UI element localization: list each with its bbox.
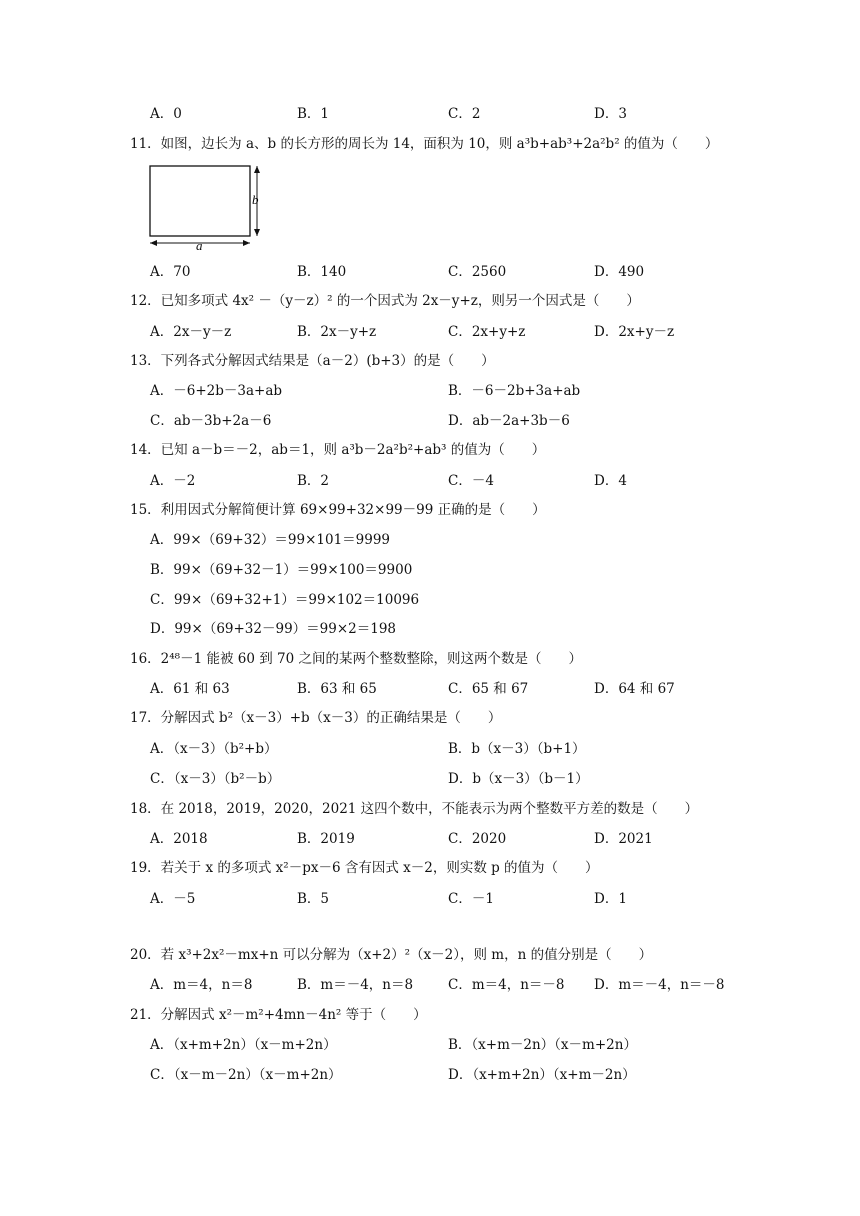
q14-option-d: D．4: [594, 473, 627, 489]
q17-option-c: C．（x－3）（b²－b）: [150, 771, 281, 787]
q16-option-c: C．65 和 67: [448, 681, 529, 697]
q19-option-a: A．－5: [150, 891, 196, 907]
q17-option-b: B．b（x－3）（b+1）: [448, 741, 586, 757]
q10-option-b: B．1: [297, 106, 330, 122]
side-b-label: b: [252, 192, 259, 207]
q15-stem: 15．利用因式分解简便计算 69×99+32×99－99 正确的是（ ）: [130, 502, 546, 518]
q21-option-b: B．（x+m－2n）（x－m+2n）: [448, 1037, 637, 1053]
q20-option-a: A．m＝4，n＝8: [150, 977, 253, 993]
q18-option-d: D．2021: [594, 831, 653, 847]
q11-option-d: D．490: [594, 264, 645, 280]
q11-option-c: C．2560: [448, 264, 507, 280]
q11-stem: 11．如图，边长为 a、b 的长方形的周长为 14，面积为 10，则 a³b+ab³+2a²b² 的值为（ ）: [130, 136, 719, 152]
q11-option-b: B．140: [297, 264, 347, 280]
q15-option-c: C．99×（69+32+1）＝99×102＝10096: [150, 592, 420, 608]
q13-option-c: C．ab－3b+2a－6: [150, 413, 272, 429]
q19-option-d: D．1: [594, 891, 627, 907]
q15-option-b: B．99×（69+32－1）＝99×100＝9900: [150, 562, 413, 578]
q12-option-b: B．2x－y+z: [297, 324, 377, 340]
q16-option-d: D．64 和 67: [594, 681, 675, 697]
q16-stem: 16．2⁴⁸－1 能被 60 到 70 之间的某两个整数整除，则这两个数是（ ）: [130, 651, 582, 667]
q18-option-a: A．2018: [150, 831, 208, 847]
q20-stem: 20．若 x³+2x²－mx+n 可以分解为（x+2）²（x－2），则 m，n 的值分别是（ ）: [130, 947, 653, 963]
q19-option-b: B．5: [297, 891, 330, 907]
rectangle-figure: [140, 158, 265, 253]
q16-option-b: B．63 和 65: [297, 681, 377, 697]
q20-option-d: D．m＝－4，n＝－8: [594, 977, 725, 993]
q13-stem: 13．下列各式分解因式结果是（a－2）(b+3）的是（ ）: [130, 353, 495, 369]
q16-option-a: A．61 和 63: [150, 681, 230, 697]
q14-option-a: A．－2: [150, 473, 196, 489]
q17-stem: 17．分解因式 b²（x－3）+b（x－3）的正确结果是（ ）: [130, 710, 502, 726]
q10-option-d: D．3: [594, 106, 627, 122]
q12-option-c: C．2x+y+z: [448, 324, 526, 340]
q13-option-a: A．－6+2b－3a+ab: [150, 383, 283, 399]
q21-stem: 21．分解因式 x²－m²+4mn－4n² 等于（ ）: [130, 1007, 427, 1023]
q14-option-c: C．－4: [448, 473, 494, 489]
q21-option-a: A．（x+m+2n）（x－m+2n）: [150, 1037, 337, 1053]
q17-option-d: D．b（x－3）（b－1）: [448, 771, 589, 787]
q17-option-a: A．（x－3）（b²+b）: [150, 741, 278, 757]
q14-stem: 14．已知 a－b＝－2，ab＝1，则 a³b－2a²b²+ab³ 的值为（ ）: [130, 442, 546, 458]
q18-option-b: B．2019: [297, 831, 355, 847]
q10-option-a: A．0: [150, 106, 182, 122]
q11-option-a: A．70: [150, 264, 191, 280]
q10-option-c: C．2: [448, 106, 481, 122]
q19-option-c: C．－1: [448, 891, 494, 907]
q13-option-d: D．ab－2a+3b－6: [448, 413, 570, 429]
q13-option-b: B．－6－2b+3a+ab: [448, 383, 581, 399]
q15-option-a: A．99×（69+32）＝99×101＝9999: [150, 532, 391, 548]
side-a-label: a: [196, 238, 203, 253]
q21-option-c: C．（x－m－2n）（x－m+2n）: [150, 1067, 342, 1083]
q15-option-d: D．99×（69+32－99）＝99×2＝198: [150, 621, 397, 637]
q19-stem: 19．若关于 x 的多项式 x²－px－6 含有因式 x－2，则实数 p 的值为（ ）: [130, 860, 599, 876]
q12-option-d: D．2x+y－z: [594, 324, 675, 340]
q12-stem: 12．已知多项式 4x² －（y－z）² 的一个因式为 2x－y+z，则另一个因式是（ ）: [130, 293, 640, 309]
q12-option-a: A．2x－y－z: [150, 324, 232, 340]
q20-option-b: B．m＝－4，n＝8: [297, 977, 414, 993]
q18-option-c: C．2020: [448, 831, 507, 847]
q20-option-c: C．m＝4，n＝－8: [448, 977, 565, 993]
q21-option-d: D．（x+m+2n）（x+m－2n）: [448, 1067, 636, 1083]
q14-option-b: B．2: [297, 473, 330, 489]
q18-stem: 18．在 2018，2019，2020，2021 这四个数中，不能表示为两个整数平方差的数是（ ）: [130, 801, 699, 817]
